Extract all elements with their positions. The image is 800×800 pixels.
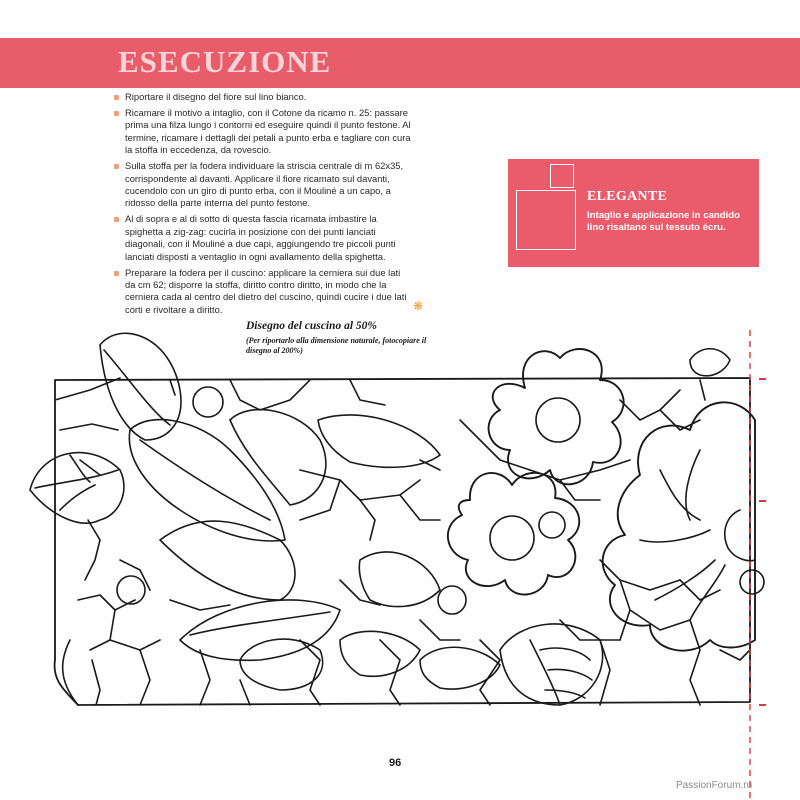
decor-square-large bbox=[516, 190, 576, 250]
embroidery-pattern-drawing bbox=[0, 300, 800, 800]
watermark: PassionForum.ru bbox=[676, 780, 753, 791]
instruction-step: Sulla stoffa per la fodera individuare la striscia centrale di m 62x35, corrispondente al davanti. Applicare il fiore ricamato sul davanti, cucendolo con un giro di punto erba, con il Mouliné a un capo, a ridosso della parte interna del punto festone. bbox=[111, 160, 411, 210]
instruction-step: Riportare il disegno del fiore sul lino bianco. bbox=[111, 91, 411, 103]
page-number: 96 bbox=[389, 757, 402, 769]
instruction-list bbox=[111, 91, 411, 320]
instruction-step: Ricamare il motivo a intaglio, con il Cotone da ricamo n. 25: passare prima una filza lungo i contorni ed eseguire quindi il punto festone. Al termine, ricamare i dettagli dei petali a punto erba e tagliare con cura la stoffa in eccedenza, da rovescio. bbox=[111, 107, 411, 157]
info-box-title: ELEGANTE bbox=[587, 189, 668, 204]
instruction-step: Al di sopra e al di sotto di questa fascia ricamata imbastire la spighetta a zig-zag: cucirla in posizione con dei punti lanciati diagonali, con il Mouliné a due capi, aggiungendo tre piccoli punti lanciati disposti a ventaglio in ogni avallamento della spighetta. bbox=[111, 213, 411, 263]
info-box-text: Intaglio e applicazione in candido lino risaltano sul tessuto écru. bbox=[587, 210, 740, 233]
end-flower-icon: ❋ bbox=[413, 299, 424, 313]
page-title: ESECUZIONE bbox=[118, 44, 332, 79]
pattern-caption-subtitle: (Per riportarlo alla dimensione naturale, fotocopiare il disegno al 200%) bbox=[246, 336, 427, 355]
decor-square-small bbox=[550, 164, 574, 188]
instruction-step: Preparare la fodera per il cuscino: applicare la cerniera sui due lati da cm 62; disporre la stoffa, diritto contro diritto, in modo che la cerniera cada al centro del dietro del cuscino, quindi cucire i due lati corti e rivoltare a diritto. bbox=[111, 267, 411, 317]
pattern-caption-title: Disegno del cuscino al 50% bbox=[246, 320, 377, 332]
